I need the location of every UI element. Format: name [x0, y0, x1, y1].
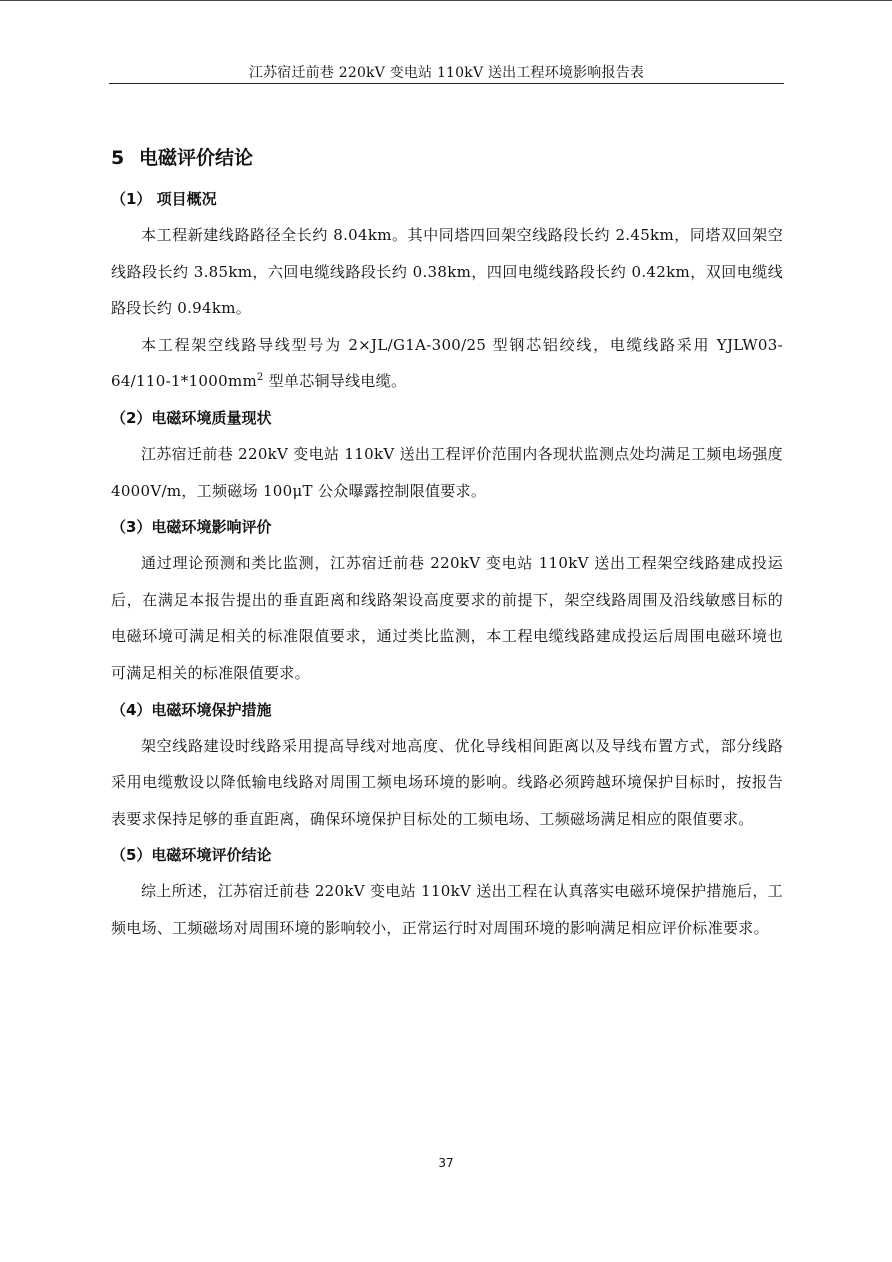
paragraph-status: 江苏宿迁前巷 220kV 变电站 110kV 送出工程评价范围内各现状监测点处均满足工频电场强度 4000V/m，工频磁场 100μT 公众曝露控制限值要求。 [111, 444, 783, 500]
paragraph-impact: 通过理论预测和类比监测，江苏宿迁前巷 220kV 变电站 110kV 送出工程架空线路建成投运后，在满足本报告提出的垂直距离和线路架设高度要求的前提下，架空线路周围及沿线敏感目标的电磁环境可满足相关的标准限值要求，通过类比监测，本工程电缆线路建成投运后周围电磁环境也可满足相关的标准限值要求。 [111, 554, 783, 682]
paragraph-measures: 架空线路建设时线路采用提高导线对地高度、优化导线相间距离以及导线布置方式，部分线路采用电缆敷设以降低输电线路对周围工频电场环境的影响。线路必须跨越环境保护目标时，按报告表要求保持足够的垂直距离，确保环境保护目标处的工频电场、工频磁场满足相应的限值要求。 [111, 736, 783, 828]
running-header: 江苏宿迁前巷 220kV 变电站 110kV 送出工程环境影响报告表 [248, 65, 645, 81]
paragraph-conductor-type [111, 327, 783, 400]
subsection-heading-conclusion: （5）电磁环境评价结论 [111, 846, 272, 865]
subsection-heading-impact: （3）电磁环境影响评价 [111, 518, 272, 537]
section-number: 5 [111, 147, 125, 169]
conductor-text-end: 型单芯铜导线电缆。 [263, 372, 407, 391]
superscript-2: 2 [257, 372, 264, 384]
subsection-heading-measures: （4）电磁环境保护措施 [111, 700, 272, 719]
conductor-text: 本工程架空线路导线型号为 2×JL/G1A-300/25 型钢芯铝绞线，电缆线路采用 YJLW03-64/110-1*1000mm [111, 335, 783, 391]
section-title [111, 140, 783, 176]
section-title-text: 电磁评价结论 [139, 147, 254, 169]
subsection-heading-status: （2）电磁环境质量现状 [111, 408, 272, 427]
header-rule [109, 83, 784, 84]
paragraph-conclusion: 综上所述，江苏宿迁前巷 220kV 变电站 110kV 送出工程在认真落实电磁环境保护措施后，工频电场、工频磁场对周围环境的影响较小，正常运行时对周围环境的影响满足相应评价标准要求。 [111, 882, 783, 937]
document-body [111, 140, 783, 947]
page-number: 37 [438, 1156, 454, 1170]
page-top-border [0, 0, 892, 1]
paragraph-route-length: 本工程新建线路路径全长约 8.04km。其中同塔四回架空线路段长约 2.45km，同塔双回架空线路段长约 3.85km，六回电缆线路段长约 0.38km，四回电缆线路段长约 0.42km，双回电缆线路段长约 0.94km。 [111, 226, 783, 318]
subsection-heading-overview: （1） 项目概况 [111, 190, 217, 208]
